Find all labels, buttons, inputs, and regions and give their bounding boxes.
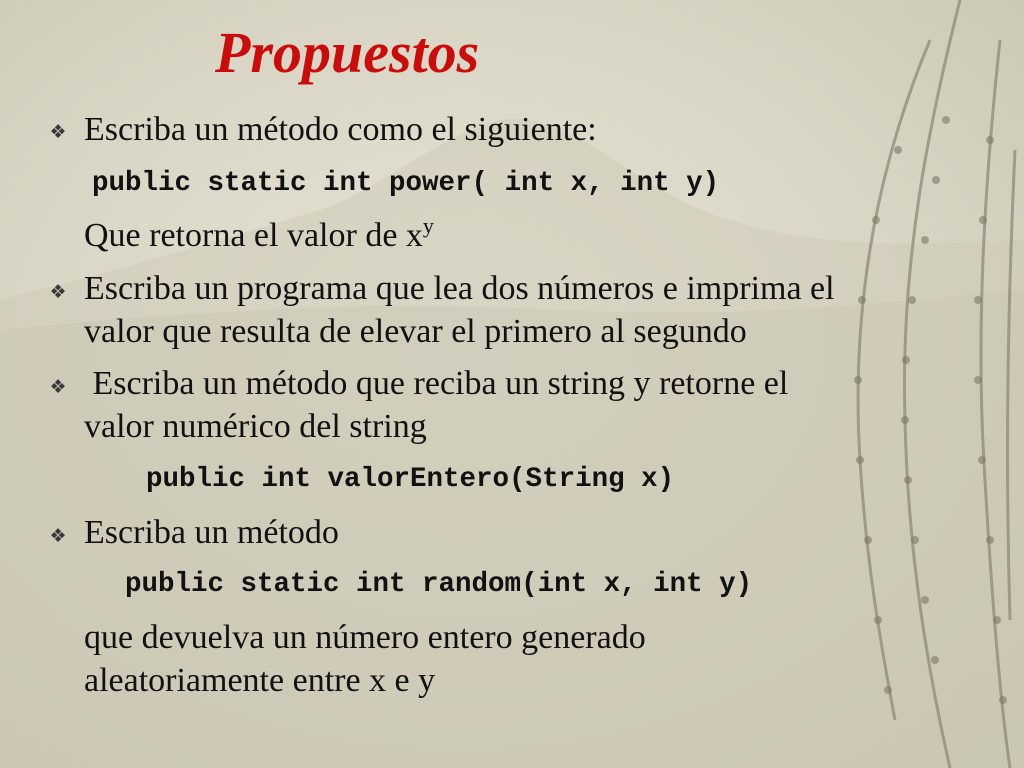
slide-title: Propuestos [215,20,480,85]
bullet-diamond-icon: ❖ [49,525,67,547]
item-1-note [84,214,434,258]
item-2-line-1: Escriba un programa que lea dos números e imprima el [84,270,835,307]
item-4-code-signature: public static int random(int x, int y) [125,569,753,600]
item-1-text: Escriba un método como el siguiente: [84,111,597,148]
item-2-line-2: valor que resulta de elevar el primero al segundo [84,313,747,350]
item-1-note-text: Que retorna el valor de x [84,217,423,254]
item-3-code-signature: public int valorEntero(String x) [146,464,675,495]
item-3-line-2: valor numérico del string [84,408,427,445]
item-4-text: Escriba un método [84,514,339,551]
bullet-diamond-icon: ❖ [49,121,67,143]
item-4-note-line-1: que devuelva un número entero generado [84,619,646,656]
item-4-note-line-2: aleatoriamente entre x e y [84,662,436,699]
item-1-note-superscript: y [422,213,434,238]
bullet-diamond-icon: ❖ [49,281,67,303]
bullet-diamond-icon: ❖ [49,376,67,398]
item-3-line-1: Escriba un método que reciba un string y retorne el [84,365,789,402]
item-1-code-signature: public static int power( int x, int y) [92,168,720,199]
